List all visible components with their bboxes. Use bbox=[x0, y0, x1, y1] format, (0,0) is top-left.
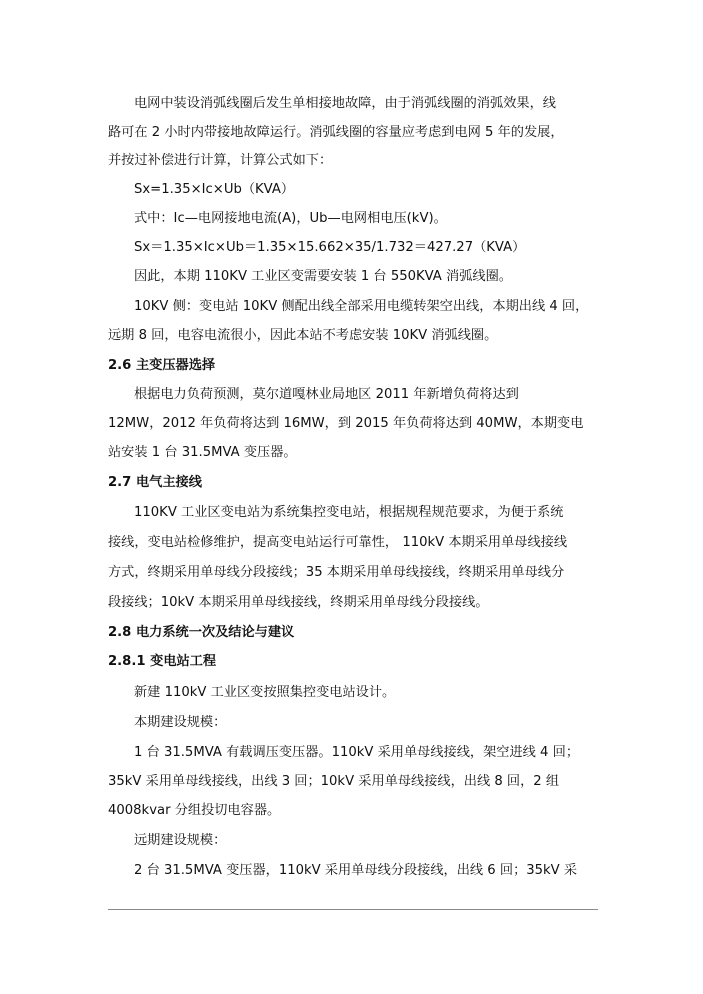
paragraph-line: 35kV 采用单母线接线，出线 3 回；10kV 采用单母线接线，出线 8 回，2 组 bbox=[108, 774, 560, 789]
section-heading: 2.6 主变压器选择 bbox=[108, 358, 216, 373]
subsection-heading: 2.8.1 变电站工程 bbox=[108, 654, 217, 669]
paragraph-line: 新建 110kV 工业区变按照集控变电站设计。 bbox=[134, 685, 396, 700]
paragraph-line: 段接线；10kV 本期采用单母线接线，终期采用单母线分段接线。 bbox=[108, 595, 489, 610]
paragraph-line: 站安装 1 台 31.5MVA 变压器。 bbox=[108, 445, 297, 460]
paragraph-line: 2 台 31.5MVA 变压器，110kV 采用单母线分段接线，出线 6 回；35kV 采 bbox=[134, 863, 578, 878]
paragraph-line: 根据电力负荷预测，莫尔道嘎林业局地区 2011 年新增负荷将达到 bbox=[134, 387, 519, 402]
paragraph-line: 电网中装设消弧线圈后发生单相接地故障，由于消弧线圈的消弧效果，线 bbox=[134, 96, 556, 111]
paragraph-line: 路可在 2 小时内带接地故障运行。消弧线圈的容量应考虑到电网 5 年的发展， bbox=[108, 125, 564, 140]
paragraph-line: 方式，终期采用单母线分段接线；35 本期采用单母线接线，终期采用单母线分 bbox=[108, 565, 565, 580]
paragraph-line: 远期 8 回，电容电流很小，因此本站不考虑安装 10KV 消弧线圈。 bbox=[108, 328, 498, 343]
paragraph-line: 式中：Ic—电网接地电流(A)，Ub—电网相电压(kV)。 bbox=[134, 211, 447, 226]
paragraph-line: 接线，变电站检修维护，提高变电站运行可靠性， 110kV 本期采用单母线接线 bbox=[108, 535, 568, 550]
paragraph-line: 本期建设规模： bbox=[134, 715, 227, 730]
paragraph-line: 12MW，2012 年负荷将达到 16MW，到 2015 年负荷将达到 40MW，本期变电 bbox=[108, 416, 584, 431]
formula-line: Sx＝1.35×Ic×Ub＝1.35×15.662×35/1.732＝427.27（KVA） bbox=[134, 240, 526, 255]
paragraph-line: 10KV 侧：变电站 10KV 侧配出线全部采用电缆转架空出线，本期出线 4 回， bbox=[134, 299, 589, 314]
footer-rule bbox=[108, 909, 598, 910]
formula-line: Sx=1.35×Ic×Ub（KVA） bbox=[134, 182, 295, 197]
paragraph-line: 因此，本期 110KV 工业区变需要安装 1 台 550KVA 消弧线圈。 bbox=[134, 269, 512, 284]
paragraph-line: 4008kvar 分组投切电容器。 bbox=[108, 803, 281, 818]
section-heading: 2.7 电气主接线 bbox=[108, 475, 202, 490]
section-heading: 2.8 电力系统一次及结论与建议 bbox=[108, 625, 295, 640]
paragraph-line: 远期建设规模： bbox=[134, 833, 227, 848]
paragraph-line: 110KV 工业区变电站为系统集控变电站，根据规程规范要求，为便于系统 bbox=[134, 505, 564, 520]
paragraph-line: 1 台 31.5MVA 有载调压变压器。110kV 采用单母线接线，架空进线 4 回； bbox=[134, 745, 580, 760]
paragraph-line: 并按过补偿进行计算，计算公式如下： bbox=[108, 153, 333, 168]
